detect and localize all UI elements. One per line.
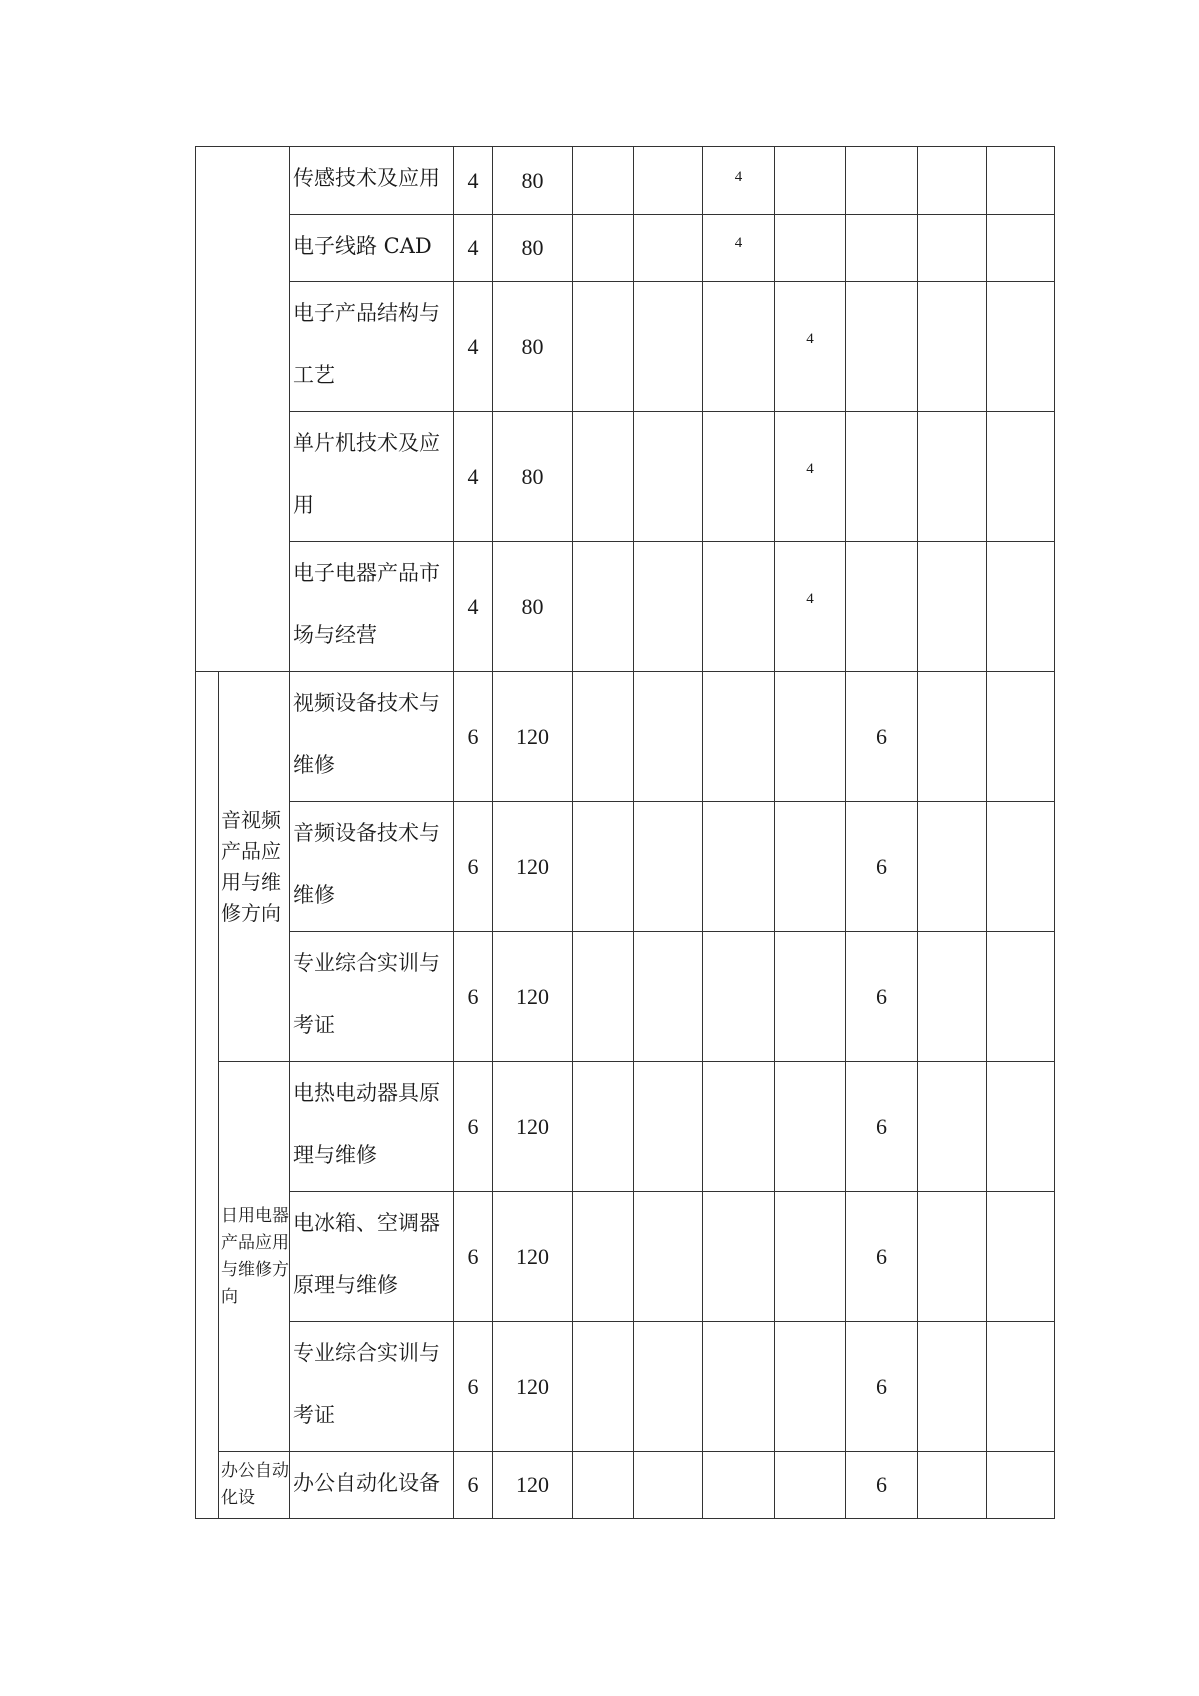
course-name: 电子电器产品市场与经营: [290, 542, 454, 672]
semester-4: [775, 932, 846, 1062]
semester-1: [573, 412, 634, 542]
course-name: 专业综合实训与考证: [290, 1322, 454, 1452]
hours: 120: [493, 1062, 573, 1192]
course-name: 电热电动器具原理与维修: [290, 1062, 454, 1192]
semester-3: [703, 672, 775, 802]
semester-3: [703, 1192, 775, 1322]
semester-3: 4: [703, 147, 775, 215]
semester-6: [918, 542, 987, 672]
semester-3: [703, 1322, 775, 1452]
semester-4: 4: [775, 282, 846, 412]
semester-4: [775, 1062, 846, 1192]
direction-label: 音视频产品应用与维修方向: [219, 672, 290, 1062]
hours: 120: [493, 1192, 573, 1322]
semester-1: [573, 1452, 634, 1519]
course-name: 单片机技术及应用: [290, 412, 454, 542]
credits: 6: [454, 1062, 493, 1192]
course-name: 电冰箱、空调器原理与维修: [290, 1192, 454, 1322]
credits: 6: [454, 1192, 493, 1322]
hours: 80: [493, 542, 573, 672]
semester-2: [634, 1322, 703, 1452]
semester-1: [573, 1192, 634, 1322]
semester-3: [703, 802, 775, 932]
course-name: 专业综合实训与考证: [290, 932, 454, 1062]
credits: 4: [454, 215, 493, 282]
semester-6: [918, 412, 987, 542]
table-row: [196, 1192, 1055, 1322]
table-row: [196, 282, 1055, 412]
hours: 120: [493, 1452, 573, 1519]
table-row: [196, 932, 1055, 1062]
semester-3: [703, 1062, 775, 1192]
credits: 6: [454, 672, 493, 802]
course-name: 传感技术及应用: [290, 147, 454, 215]
remarks: [987, 1322, 1055, 1452]
semester-6: [918, 802, 987, 932]
semester-5: [846, 215, 918, 282]
semester-6: [918, 282, 987, 412]
semester-4: [775, 1322, 846, 1452]
course-name: 电子产品结构与工艺: [290, 282, 454, 412]
semester-6: [918, 1062, 987, 1192]
semester-2: [634, 147, 703, 215]
semester-4: [775, 147, 846, 215]
hours: 120: [493, 1322, 573, 1452]
remarks: [987, 1062, 1055, 1192]
semester-1: [573, 932, 634, 1062]
semester-6: [918, 1452, 987, 1519]
remarks: [987, 672, 1055, 802]
course-name: 电子线路 CAD: [290, 215, 454, 282]
semester-4: [775, 802, 846, 932]
semester-2: [634, 542, 703, 672]
credits: 4: [454, 542, 493, 672]
course-table: [195, 146, 1055, 1519]
table-row: [196, 542, 1055, 672]
credits: 6: [454, 1322, 493, 1452]
semester-2: [634, 1452, 703, 1519]
hours: 80: [493, 147, 573, 215]
semester-3: [703, 412, 775, 542]
semester-6: [918, 1322, 987, 1452]
table-row: [196, 672, 1055, 802]
table-row: [196, 412, 1055, 542]
semester-2: [634, 1062, 703, 1192]
semester-5: [846, 542, 918, 672]
table-row: [196, 1322, 1055, 1452]
semester-3: [703, 932, 775, 1062]
semester-4: [775, 1452, 846, 1519]
semester-2: [634, 802, 703, 932]
hours: 120: [493, 932, 573, 1062]
table-row: [196, 215, 1055, 282]
semester-3: [703, 282, 775, 412]
semester-3: [703, 1452, 775, 1519]
direction-label: 办公自动化设: [219, 1452, 290, 1519]
course-name: 视频设备技术与维修: [290, 672, 454, 802]
semester-5: [846, 282, 918, 412]
elective-category-cell: [196, 672, 219, 1519]
semester-5: 6: [846, 672, 918, 802]
semester-1: [573, 672, 634, 802]
semester-4: 4: [775, 412, 846, 542]
direction-label: 日用电器产品应用与维修方向: [219, 1062, 290, 1452]
course-name: 音频设备技术与维修: [290, 802, 454, 932]
credits: 6: [454, 802, 493, 932]
hours: 120: [493, 672, 573, 802]
semester-5: 6: [846, 932, 918, 1062]
semester-4: 4: [775, 542, 846, 672]
semester-1: [573, 1062, 634, 1192]
hours: 120: [493, 802, 573, 932]
remarks: [987, 1192, 1055, 1322]
semester-3: [703, 542, 775, 672]
semester-5: 6: [846, 1192, 918, 1322]
credits: 4: [454, 282, 493, 412]
semester-6: [918, 672, 987, 802]
semester-4: [775, 1192, 846, 1322]
remarks: [987, 282, 1055, 412]
semester-6: [918, 1192, 987, 1322]
semester-2: [634, 932, 703, 1062]
semester-5: 6: [846, 1322, 918, 1452]
semester-1: [573, 1322, 634, 1452]
remarks: [987, 802, 1055, 932]
semester-6: [918, 215, 987, 282]
semester-5: [846, 147, 918, 215]
semester-2: [634, 672, 703, 802]
semester-4: [775, 672, 846, 802]
remarks: [987, 932, 1055, 1062]
semester-3: 4: [703, 215, 775, 282]
table-row: [196, 147, 1055, 215]
remarks: [987, 215, 1055, 282]
remarks: [987, 412, 1055, 542]
category-cell: [196, 147, 290, 672]
table-row: [196, 802, 1055, 932]
semester-1: [573, 542, 634, 672]
table-row: [196, 1452, 1055, 1519]
course-name: 办公自动化设备: [290, 1452, 454, 1519]
table-row: [196, 1062, 1055, 1192]
semester-2: [634, 282, 703, 412]
semester-6: [918, 147, 987, 215]
semester-2: [634, 215, 703, 282]
credits: 4: [454, 147, 493, 215]
semester-1: [573, 282, 634, 412]
hours: 80: [493, 412, 573, 542]
semester-2: [634, 412, 703, 542]
remarks: [987, 147, 1055, 215]
hours: 80: [493, 215, 573, 282]
semester-6: [918, 932, 987, 1062]
credits: 6: [454, 932, 493, 1062]
semester-1: [573, 802, 634, 932]
semester-5: 6: [846, 1062, 918, 1192]
semester-1: [573, 147, 634, 215]
remarks: [987, 542, 1055, 672]
credits: 6: [454, 1452, 493, 1519]
semester-5: [846, 412, 918, 542]
semester-5: 6: [846, 802, 918, 932]
remarks: [987, 1452, 1055, 1519]
semester-5: 6: [846, 1452, 918, 1519]
semester-4: [775, 215, 846, 282]
semester-2: [634, 1192, 703, 1322]
hours: 80: [493, 282, 573, 412]
credits: 4: [454, 412, 493, 542]
semester-1: [573, 215, 634, 282]
